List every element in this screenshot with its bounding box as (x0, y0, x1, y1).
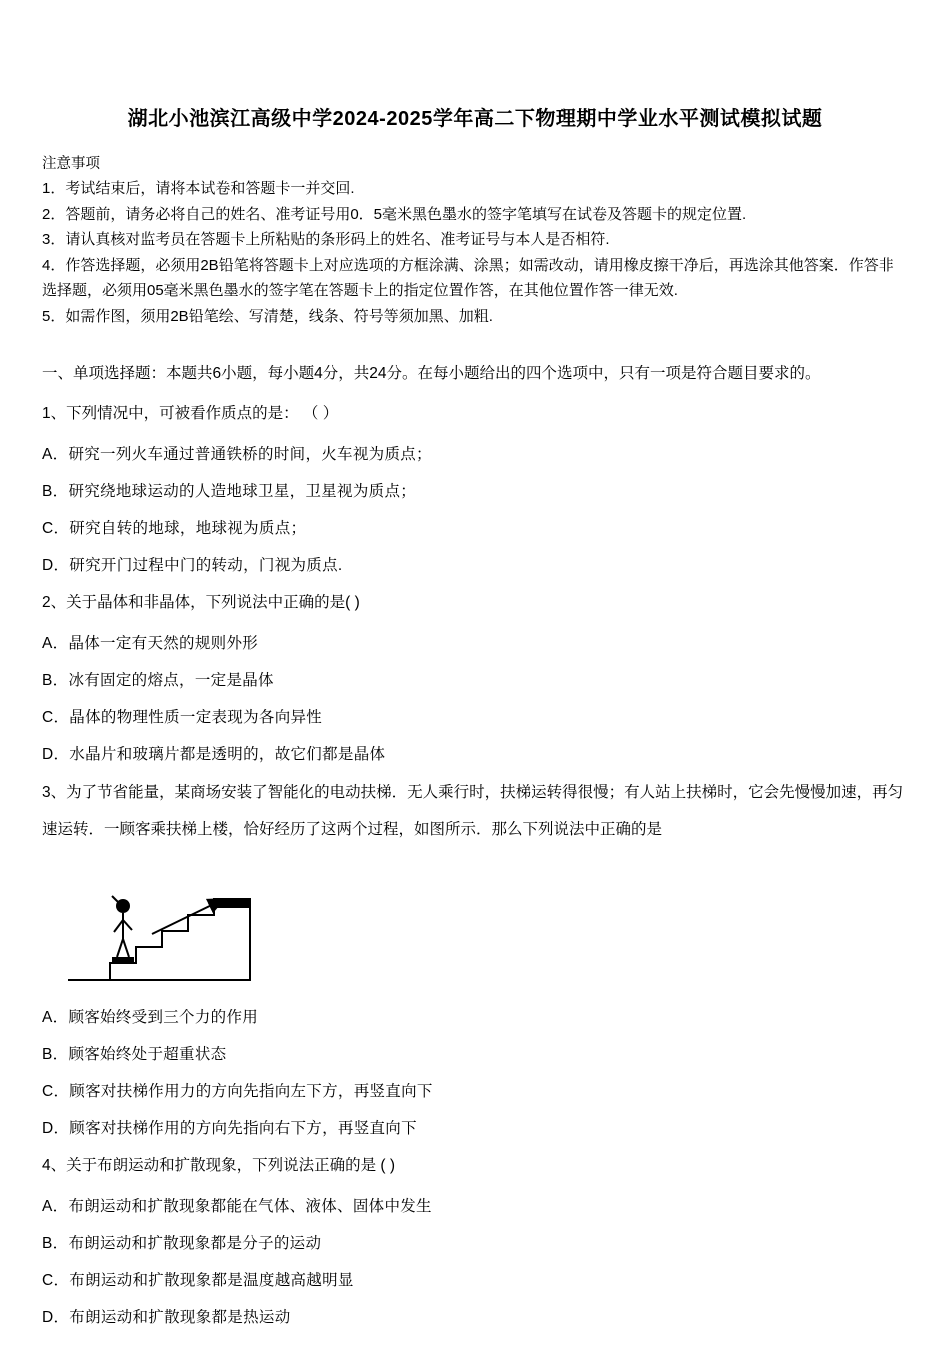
question-option-d: D．水晶片和玻璃片都是透明的，故它们都是晶体 (42, 746, 386, 763)
question-stem: 4、关于布朗运动和扩散现象，下列说法正确的是 ( ) (42, 1157, 396, 1174)
section-header: 一、单项选择题：本题共6小题，每小题4分，共24分。在每小题给出的四个选项中，只有一项是符合题目要求的。 (42, 365, 821, 382)
question-option-d: D．顾客对扶梯作用的方向先指向右下方，再竖直向下 (42, 1120, 417, 1137)
question-option-d: D．研究开门过程中门的转动，门视为质点. (42, 557, 343, 574)
question-stem: 2、关于晶体和非晶体，下列说法中正确的是( ) (42, 594, 360, 611)
question-option-a: A．顾客始终受到三个力的作用 (42, 1009, 259, 1026)
foot-step-block (112, 957, 134, 963)
question-1 (42, 401, 908, 575)
question-option-b: B．布朗运动和扩散现象都是分子的运动 (42, 1235, 322, 1252)
notice-header: 注意事项 (42, 156, 100, 172)
question-option-c: C．晶体的物理性质一定表现为各向异性 (42, 709, 323, 726)
question-3 (42, 774, 908, 1138)
question-option-b: B．研究绕地球运动的人造地球卫星，卫星视为质点； (42, 483, 417, 500)
question-option-c: C．研究自转的地球，地球视为质点； (42, 520, 307, 537)
escalator-stick-figure-diagram (60, 862, 270, 990)
question-option-b: B．冰有固定的熔点，一定是晶体 (42, 672, 274, 689)
question-option-c: C．顾客对扶梯作用力的方向先指向左下方，再竖直向下 (42, 1083, 433, 1100)
question-option-c: C．布朗运动和扩散现象都是温度越高越明显 (42, 1272, 354, 1289)
exam-title: 湖北小池滨江高级中学2024-2025学年高二下物理期中学业水平测试模拟试题 (127, 108, 823, 130)
passenger-stick-figure (112, 896, 132, 957)
question-stem: 1、下列情况中，可被看作质点的是： （ ） (42, 405, 339, 422)
stairs-outline (68, 899, 250, 980)
question-4 (42, 1153, 908, 1327)
question-2 (42, 590, 908, 764)
notice-item: 5．如需作图，须用2B铅笔绘、写清楚，线条、符号等须加黑、加粗. (42, 307, 493, 325)
notice-item: 2．答题前，请务必将自己的姓名、准考证号用0．5毫米黑色墨水的签字笔填写在试卷及答题卡的规定位置. (42, 205, 747, 223)
question-option-d: D．布朗运动和扩散现象都是热运动 (42, 1309, 291, 1326)
notice-item: 3．请认真核对监考员在答题卡上所粘贴的条形码上的姓名、准考证号与本人是否相符. (42, 231, 610, 248)
question-option-a: A．晶体一定有天然的规则外形 (42, 635, 259, 652)
question-option-a: A．布朗运动和扩散现象都能在气体、液体、固体中发生 (42, 1198, 432, 1215)
question-option-b: B．顾客始终处于超重状态 (42, 1046, 227, 1063)
notice-item: 1．考试结束后，请将本试卷和答题卡一并交回. (42, 180, 355, 197)
notice-item: 4．作答选择题，必须用2B铅笔将答题卡上对应选项的方框涂满、涂黑；如需改动，请用橡皮擦干净后，再选涂其他答案．作答非选择题，必须用05毫米黑色墨水的签字笔在答题卡上的指定位置作答，在其他位置作答一律无效. (42, 256, 894, 299)
question-option-a: A．研究一列火车通过普通铁桥的时间，火车视为质点； (42, 446, 432, 463)
question-figure (60, 862, 270, 990)
question-stem: 3、为了节省能量，某商场安装了智能化的电动扶梯．无人乘行时，扶梯运转得很慢；有人站上扶梯时，它会先慢慢加速，再匀速运转．一顾客乘扶梯上楼，恰好经历了这两个过程，如图所示．那么下列说法中正确的是 (42, 784, 904, 838)
